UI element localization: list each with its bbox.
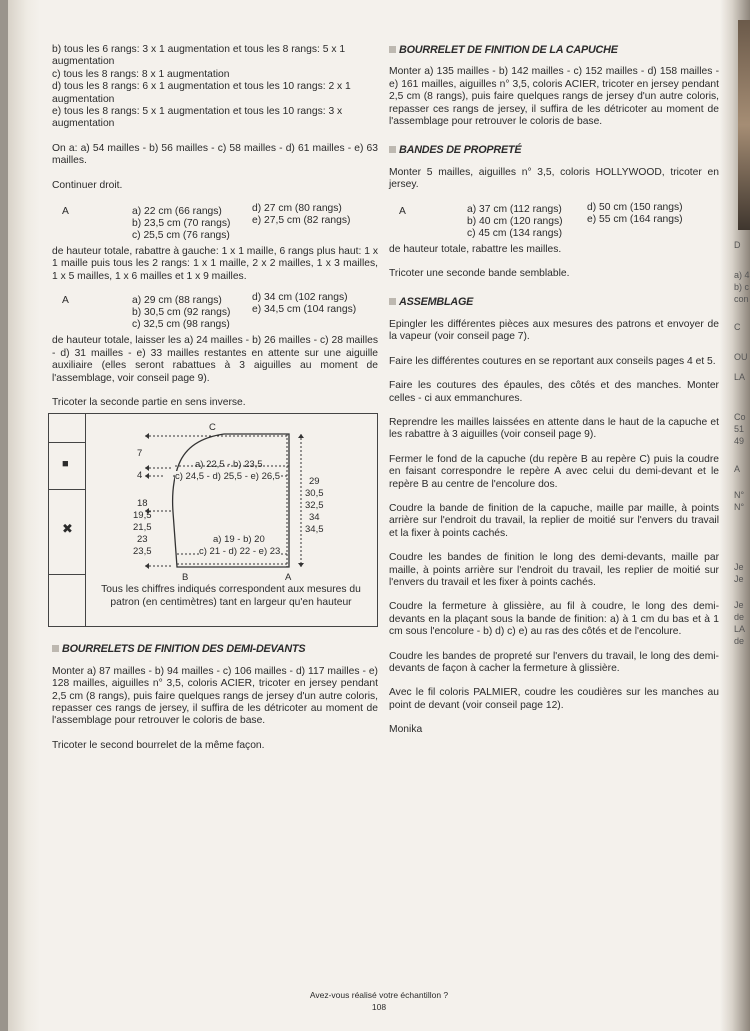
instruction-line: e) tous les 8 rangs: 5 x 1 augmentation et tous les 10 rangs: 3 x augmentation xyxy=(52,106,343,130)
size-e: e) 55 cm (164 rangs) xyxy=(587,213,683,225)
left-height-e: 23,5 xyxy=(133,546,152,558)
size-a: a) 29 cm (88 rangs) xyxy=(132,295,222,307)
right-height-b: 30,5 xyxy=(305,488,324,500)
book-page xyxy=(8,0,750,1031)
edge-fragment: de xyxy=(734,612,745,622)
edge-fragment: OU xyxy=(734,352,748,362)
diagram-caption: Tous les chiffres indiqués correspondent aux mesures du patron (en centimètres) tant en largeur qu'en hauteur xyxy=(101,584,361,608)
assemblage-paragraph: Faire les différentes coutures en se reportant aux conseils pages 4 et 5. xyxy=(389,355,716,367)
measurement-block-1 xyxy=(52,203,378,244)
demi-devants-paragraph-2: Tricoter le second bourrelet de la même façon. xyxy=(52,739,265,751)
top-width-line-2: c) 24,5 - d) 25,5 - e) 26,5 xyxy=(175,471,281,483)
marker-letter: A xyxy=(62,206,69,218)
assemblage-paragraph: Epingler les différentes pièces aux mesures des patrons et envoyer de la vapeur (voir conseil page 7). xyxy=(389,318,719,343)
right-column xyxy=(389,44,719,749)
right-height-c: 32,5 xyxy=(305,500,324,512)
next-page-photo xyxy=(738,20,750,230)
edge-fragment: b) c xyxy=(734,282,750,292)
bottom-width-line-1: a) 19 - b) 20 xyxy=(213,534,265,546)
top-width-line-1: a) 22,5 - b) 23,5 xyxy=(195,459,263,471)
edge-fragment: N° xyxy=(734,490,745,500)
size-e: e) 27,5 cm (82 rangs) xyxy=(252,215,351,227)
capuche-paragraph: Monter a) 135 mailles - b) 142 mailles - c) 152 mailles - d) 158 mailles - e) 161 mailles, aiguilles n° 3,5, coloris ACIER, tricoter en jersey pendant 2,5 cm (8 rangs), puis faire quelques rangs de jersey d'un autre coloris, repasser ces rangs de jersey, il suffira de les détricoter au moment de l'assemblage pour retrouver le coloris de base. xyxy=(389,66,719,128)
assemblage-paragraph: Reprendre les mailles laissées en attente dans le haut de la capuche et les rabattre à 3 aiguilles (voir conseil page 9). xyxy=(389,416,719,441)
edge-fragment: LA xyxy=(734,372,746,382)
cross-symbol-icon: ✖ xyxy=(62,521,73,537)
block2-text: de hauteur totale, laisser les a) 24 mailles - b) 26 mailles - c) 28 mailles - d) 31 mailles - e) 33 mailles restantes en attente sur une aiguille auxiliaire (elles seront rabattues à 3 aiguilles au moment de l'assemblage, voir conseil page 9). xyxy=(52,335,378,384)
left-height-d: 23 xyxy=(137,534,148,546)
section-heading-assemblage: ASSEMBLAGE xyxy=(389,296,719,308)
footer-question: Avez-vous réalisé votre échantillon ? xyxy=(309,990,449,1000)
proprete-second: Tricoter une seconde bande semblable. xyxy=(389,268,570,280)
section-heading-capuche: BOURRELET DE FINITION DE LA CAPUCHE xyxy=(389,44,719,56)
section-heading-demi-devants: BOURRELETS DE FINITION DES DEMI-DEVANTS xyxy=(52,643,378,655)
size-c: c) 25,5 cm (76 rangs) xyxy=(132,230,230,242)
marker-letter: A xyxy=(62,295,69,307)
edge-fragment: C xyxy=(734,322,741,332)
marker-b: B xyxy=(182,572,189,584)
marker-c: C xyxy=(209,422,216,434)
size-d: d) 34 cm (102 rangs) xyxy=(252,292,348,304)
edge-fragment: N° xyxy=(734,502,745,512)
proprete-after: de hauteur totale, rabattre les mailles. xyxy=(389,243,562,255)
page-number: 108 xyxy=(371,1002,387,1012)
page-binding-shadow xyxy=(8,0,40,1031)
proprete-paragraph: Monter 5 mailles, aiguilles n° 3,5, coloris HOLLYWOOD, tricoter en jersey. xyxy=(389,166,719,191)
size-a: a) 22 cm (66 rangs) xyxy=(132,206,222,218)
edge-fragment: a) 4 xyxy=(734,270,750,280)
assemblage-paragraph: Coudre les bandes de propreté sur l'envers du travail, le long des demi-devants de façon à cacher la fermeture à glissière. xyxy=(389,650,719,674)
edge-fragment: 51 xyxy=(734,424,745,434)
continue-straight: Continuer droit. xyxy=(52,179,123,191)
assemblage-paragraph: Fermer le fond de la capuche (du repère B au repère C) puis la coudre en faisant correspondre le repère A avec celui du demi-devant et le repère B au centre de l'encolure dos. xyxy=(389,453,719,490)
second-part-instruction: Tricoter la seconde partie en sens inverse. xyxy=(52,396,246,408)
assemblage-paragraph: Coudre les bandes de finition le long des demi-devants, maille par maille, à points arrière sur l'endroit du travail, les replier de moitié sur l'envers du travail et les fixer à points cachés. xyxy=(389,552,719,588)
assemblage-paragraph: Faire les coutures des épaules, des côtés et des manches. Monter celles - ci aux emmanchures. xyxy=(389,380,719,404)
stitch-count-paragraph: On a: a) 54 mailles - b) 56 mailles - c) 58 mailles - d) 61 mailles - e) 63 mailles. xyxy=(52,142,378,167)
edge-fragment: con xyxy=(734,294,749,304)
edge-fragment: Je xyxy=(734,600,744,610)
height-7: 7 xyxy=(137,448,143,460)
size-c: c) 45 cm (134 rangs) xyxy=(467,227,562,239)
section-heading-proprete: BANDES DE PROPRETÉ xyxy=(389,144,719,156)
author-signature: Monika xyxy=(389,724,423,736)
right-height-a: 29 xyxy=(309,476,320,488)
square-symbol-icon: ■ xyxy=(62,458,69,471)
edge-fragment: Je xyxy=(734,562,744,572)
assemblage-paragraph: Avec le fil coloris PALMIER, coudre les coudières sur les manches au point de devant (voir conseil page 12). xyxy=(389,687,719,711)
instruction-line: b) tous les 6 rangs: 3 x 1 augmentation et tous les 8 rangs: 5 x 1 augmentation xyxy=(52,44,346,68)
pattern-diagram xyxy=(48,413,378,627)
edge-fragment: de xyxy=(734,636,745,646)
left-column xyxy=(52,44,378,764)
edge-fragment: A xyxy=(734,464,741,474)
edge-fragment: Je xyxy=(734,574,744,584)
measurement-block-proprete xyxy=(389,201,719,242)
size-b: b) 23,5 cm (70 rangs) xyxy=(132,218,231,230)
height-4: 4 xyxy=(137,470,143,482)
edge-fragment: Co xyxy=(734,412,746,422)
instruction-line: d) tous les 8 rangs: 6 x 1 augmentation et tous les 10 rangs: 2 x 1 augmentation xyxy=(52,81,351,105)
edge-fragment: 49 xyxy=(734,436,745,446)
assemblage-paragraph: Coudre la bande de finition de la capuche, maille par maille, à points arrière sur l'endroit du travail, la replier de moitié sur l'envers du travail et la fixer à points cachés. xyxy=(389,502,719,539)
size-a: a) 37 cm (112 rangs) xyxy=(467,203,562,215)
right-height-d: 34 xyxy=(309,512,320,524)
size-b: b) 30,5 cm (92 rangs) xyxy=(132,307,231,319)
edge-fragment: LA xyxy=(734,624,746,634)
left-height-b: 19,5 xyxy=(133,510,152,522)
bottom-width-line-2: c) 21 - d) 22 - e) 23 xyxy=(199,546,281,558)
left-height-a: 18 xyxy=(137,498,148,510)
size-b: b) 40 cm (120 rangs) xyxy=(467,215,563,227)
instruction-line: c) tous les 8 rangs: 8 x 1 augmentation xyxy=(52,68,230,80)
assemblage-paragraph: Coudre la fermeture à glissière, au fil à coudre, le long des demi-devants en la plaçant sous la bande de finition: a) à 1 cm du bas et à 1 cm sous l'encolure - b) d) c) e) au ras des côtés et de l'encolure. xyxy=(389,601,719,638)
marker-letter: A xyxy=(399,205,406,217)
demi-devants-paragraph: Monter a) 87 mailles - b) 94 mailles - c) 106 mailles - d) 117 mailles - e) 128 mailles, aiguilles n° 3,5, coloris ACIER, tricoter en jersey pendant 2,5 cm (8 rangs), puis faire quelques rangs de jersey d'un autre coloris, repasser ces rangs de jersey, il suffira de les détricoter au moment de l'assemblage pour retrouver le coloris de base. xyxy=(52,665,378,727)
increase-instructions xyxy=(52,44,378,131)
right-height-e: 34,5 xyxy=(305,524,324,536)
left-height-c: 21,5 xyxy=(133,522,152,534)
measurement-block-2 xyxy=(52,292,378,333)
next-page-edge xyxy=(720,0,750,1031)
edge-fragment: D xyxy=(734,240,741,250)
marker-a: A xyxy=(285,572,292,584)
size-c: c) 32,5 cm (98 rangs) xyxy=(132,319,230,331)
block1-text: de hauteur totale, rabattre à gauche: 1 x 1 maille, 6 rangs plus haut: 1 x 1 maille puis tous les 2 rangs: 1 x 1 maille, 2 x 2 mailles, 1 x 3 mailles, 1 x 5 mailles, 1 x 6 mailles et 1 x 9 mailles. xyxy=(52,246,378,282)
size-d: d) 50 cm (150 rangs) xyxy=(587,201,683,213)
size-e: e) 34,5 cm (104 rangs) xyxy=(252,304,357,316)
size-d: d) 27 cm (80 rangs) xyxy=(252,203,342,215)
